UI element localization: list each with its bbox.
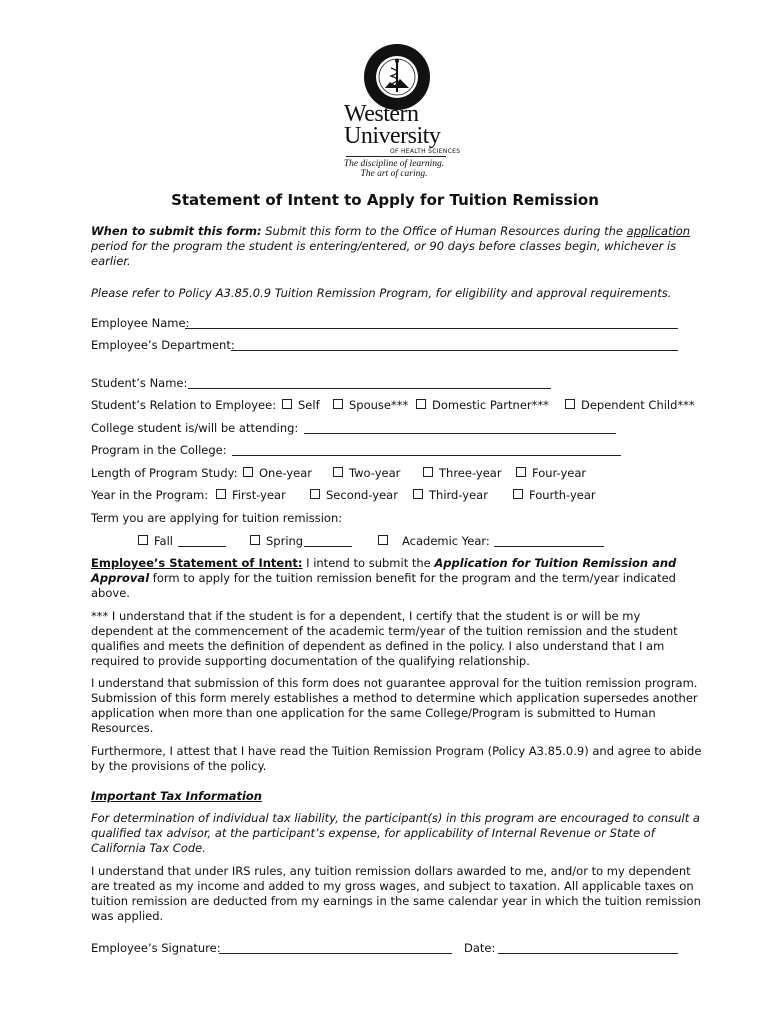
checkbox-icon[interactable]: [378, 535, 388, 545]
program-field[interactable]: [232, 455, 621, 456]
when-text-a: Submit this form to the Office of Human Resources during the: [261, 224, 627, 238]
date-label: Date:: [464, 941, 496, 955]
year-option-label: Third-year: [429, 488, 488, 502]
checkbox-icon[interactable]: [138, 535, 148, 545]
year-option-label: Fourth-year: [529, 488, 596, 502]
when-label: When to submit this form:: [91, 224, 262, 238]
employee-department-field[interactable]: [231, 350, 678, 351]
term-option-spring[interactable]: [250, 534, 303, 548]
checkbox-icon[interactable]: [333, 467, 343, 477]
term-option-fall[interactable]: [138, 534, 173, 548]
checkbox-icon[interactable]: [416, 399, 426, 409]
statement-text-b: form to apply for the tuition remission benefit for the program and the term/year indicated above.: [91, 571, 676, 600]
employee-name-field[interactable]: [185, 328, 678, 329]
when-text-b: period for the program the student is entering/entered, or 90 days before classes begin, whichever is earlier.: [91, 239, 677, 268]
year-label: Year in the Program:: [91, 488, 209, 502]
term-option-label: Academic Year:: [402, 534, 490, 548]
term-option-label: Spring: [266, 534, 304, 548]
program-label: Program in the College:: [91, 443, 227, 457]
year-option-label: Second-year: [326, 488, 398, 502]
length-label: Length of Program Study:: [91, 466, 238, 480]
university-name: [344, 101, 461, 155]
relation-option-label: Dependent Child***: [581, 398, 695, 412]
checkbox-icon[interactable]: [243, 467, 253, 477]
statement-of-intent: [91, 556, 703, 601]
checkbox-icon[interactable]: [282, 399, 292, 409]
year-option-fourth-year[interactable]: [513, 488, 596, 502]
checkbox-icon[interactable]: [565, 399, 575, 409]
year-option-label: First-year: [232, 488, 286, 502]
year-option-third-year[interactable]: [413, 488, 488, 502]
when-link: application: [626, 224, 691, 238]
relation-option-dependent-child[interactable]: [565, 398, 695, 412]
checkbox-icon[interactable]: [413, 489, 423, 499]
employee-department-label: Employee’s Department:: [91, 338, 235, 352]
statement-bold-italic: Application for Tuition Remission and Approval: [91, 556, 677, 585]
signature-label: Employee’s Signature:: [91, 941, 221, 955]
length-option-label: Four-year: [532, 466, 587, 480]
length-option-one-year[interactable]: [243, 466, 312, 480]
checkbox-icon[interactable]: [333, 399, 343, 409]
length-option-label: One-year: [259, 466, 313, 480]
logo-name-line1: Western: [344, 101, 419, 127]
attest-paragraph: Furthermore, I attest that I have read the Tuition Remission Program (Policy A3.85.0.9) and agree to abide by the provisions of the policy.: [91, 744, 702, 773]
logo-tagline: [334, 159, 454, 179]
college-label: College student is/will be attending:: [91, 421, 299, 435]
logo-tagline-line2: The art of caring.: [360, 169, 428, 179]
checkbox-icon[interactable]: [516, 467, 526, 477]
statement-text-a: I intend to submit the: [302, 556, 435, 570]
term-label: Term you are applying for tuition remission:: [91, 511, 343, 525]
checkbox-icon[interactable]: [216, 489, 226, 499]
statement-label: Employee’s Statement of Intent:: [91, 556, 303, 570]
student-name-label: Student’s Name:: [91, 376, 188, 390]
term-option-academic-year[interactable]: [378, 534, 490, 548]
length-option-label: Three-year: [439, 466, 502, 480]
term-spring-field[interactable]: [304, 546, 352, 547]
relation-option-label: Self: [298, 398, 320, 412]
college-field[interactable]: [304, 433, 616, 434]
term-option-label: Fall: [154, 534, 173, 548]
checkbox-icon[interactable]: [423, 467, 433, 477]
checkbox-icon[interactable]: [250, 535, 260, 545]
length-option-two-year[interactable]: [333, 466, 400, 480]
tax-heading: Important Tax Information: [91, 789, 262, 803]
term-fall-field[interactable]: [178, 546, 226, 547]
length-option-label: Two-year: [349, 466, 401, 480]
length-option-three-year[interactable]: [423, 466, 502, 480]
when-to-submit: [91, 224, 703, 269]
term-academic-year-field[interactable]: [494, 546, 604, 547]
relation-option-domestic-partner[interactable]: [416, 398, 549, 412]
year-option-second-year[interactable]: [310, 488, 398, 502]
year-option-first-year[interactable]: [216, 488, 286, 502]
relation-option-label: Domestic Partner***: [432, 398, 549, 412]
page-title: Statement of Intent to Apply for Tuition Remission: [171, 191, 599, 209]
logo-name-line3: OF HEALTH SCIENCES: [390, 148, 461, 155]
student-name-field[interactable]: [188, 388, 551, 389]
logo-name-line2: University: [344, 123, 441, 149]
relation-option-spouse[interactable]: [333, 398, 408, 412]
length-option-four-year[interactable]: [516, 466, 586, 480]
logo-tagline-line1: The discipline of learning.: [343, 159, 445, 169]
tax-advisor-paragraph: For determination of individual tax liability, the participant(s) in this program are encouraged to consult a qualified tax advisor, at the participant’s expense, for applicability of Internal Revenue or State of California Tax Code.: [91, 811, 700, 855]
signature-field[interactable]: [219, 953, 452, 954]
tax-irs-paragraph: I understand that under IRS rules, any tuition remission dollars awarded to me, and/or to my dependent are treated as my income and added to my gross wages, and subject to taxation. All applicable taxes on tuition remission are deducted from my earnings in the same calendar year in which the tuition remission was applied.: [91, 864, 701, 923]
relation-label: Student’s Relation to Employee:: [91, 398, 277, 412]
date-field[interactable]: [498, 953, 678, 954]
policy-reference: Please refer to Policy A3.85.0.9 Tuition Remission Program, for eligibility and approval requirements.: [91, 286, 672, 300]
guarantee-paragraph: I understand that submission of this form does not guarantee approval for the tuition remission program. Submission of this form merely establishes a method to determine which application supersedes another application when more than one application for the same College/Program is submitted to Human Resources.: [91, 676, 698, 735]
employee-name-label: Employee Name:: [91, 316, 190, 330]
relation-option-self[interactable]: [282, 398, 320, 412]
checkbox-icon[interactable]: [513, 489, 523, 499]
university-logo: [330, 40, 460, 180]
logo-divider: [346, 156, 446, 157]
relation-option-label: Spouse***: [349, 398, 409, 412]
dependent-paragraph: *** I understand that if the student is for a dependent, I certify that the student is or will be my dependent at the commencement of the academic term/year of the tuition remission and the student qualifies and meets the definition of dependent as defined in the policy. I also understand that I am required to provide supporting documentation of the qualifying relationship.: [91, 609, 678, 668]
checkbox-icon[interactable]: [310, 489, 320, 499]
